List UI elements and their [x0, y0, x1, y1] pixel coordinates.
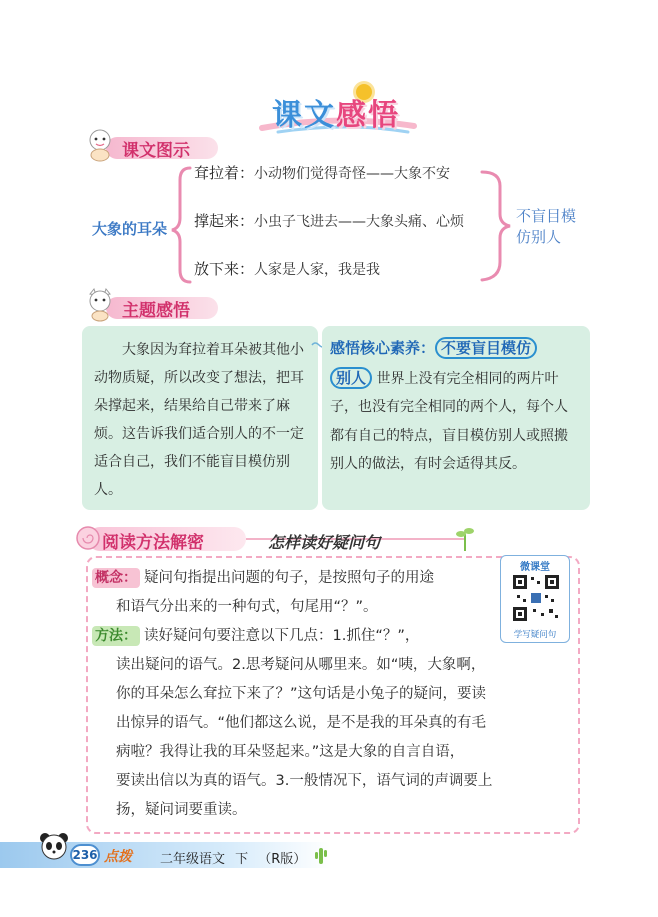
diagram-branch-1-text: 小动物们觉得奇怪——大象不安	[254, 166, 451, 182]
diagram-branch-3-verb: 放下来	[194, 260, 240, 278]
method-text-6: 要读出信以为真的语气。3.一般情况下，语气词的声调要上	[116, 773, 493, 789]
diagram-branch-3-text: 人家是人家，我是我	[254, 262, 381, 278]
section-subtitle-reading: 怎样读好疑问句	[268, 533, 381, 552]
qr-card-caption: 学写疑问句	[513, 630, 557, 640]
method-tag-text: 方法	[95, 628, 123, 644]
micro-lesson-qr-card[interactable]	[500, 555, 570, 643]
diagram-branch-2-verb: 撑起来	[194, 212, 240, 230]
concept-tag-text: 概念	[95, 570, 123, 586]
footer-brand: 点拨	[104, 849, 132, 865]
concept-text-2: 和语气分出来的一种句式，句尾用“？”。	[116, 599, 378, 615]
panda-mascot-icon	[36, 830, 72, 866]
core-literacy-text: 世界上没有完全相同的两片叶子，也没有完全相同的两个人，每个人都有自己的特点，盲目模仿别人或照搬别人的做法，有时会适得其反。	[330, 370, 568, 472]
page-title	[258, 88, 418, 138]
theme-summary-text: 大象因为耷拉着耳朵被其他小动物质疑，所以改变了想法，把耳朵撑起来，结果给自己带来了麻烦。这告诉我们适合别人的不一定适合自己，我们不能盲目模仿别人。	[94, 342, 304, 498]
title-part1: 课文	[272, 98, 336, 133]
diagram-branch-2-text: 小虫子飞进去——大象头痛、心烦	[254, 214, 465, 230]
diagram-branch-1-colon: ：	[239, 164, 255, 182]
method-line-1	[92, 622, 496, 651]
concept-line-1	[92, 564, 494, 593]
diagram-conclusion	[516, 206, 596, 248]
section-label-illustration: 课文图示	[122, 141, 190, 161]
footer-book-info: 二年级语文 下 （R版）	[160, 852, 307, 867]
method-text-3: 你的耳朵怎么耷拉下来了？”这句话是小兔子的疑问，要读	[116, 686, 487, 702]
method-tag: 方法：	[92, 626, 140, 646]
section-label-reading: 阅读方法解密	[102, 533, 204, 553]
snail-mascot-icon	[74, 520, 104, 554]
qr-code-icon[interactable]	[511, 573, 561, 623]
method-text-4: 出惊异的语气。“他们都这么说，是不是我的耳朵真的有毛	[116, 715, 487, 731]
core-literacy-value-b: 别人	[330, 367, 372, 389]
diagram-branch-1-verb: 耷拉着	[194, 164, 240, 182]
cactus-icon	[314, 846, 328, 864]
diagram-conclusion-line1: 不盲目模	[516, 207, 577, 225]
diagram-branch-1	[194, 162, 450, 183]
diagram-branch-2	[194, 210, 464, 231]
concept-text-1: 疑问句指提出问题的句子，是按照句子的用途	[144, 570, 434, 586]
section-header-theme	[82, 292, 222, 320]
diagram-branch-3-colon: ：	[239, 260, 255, 278]
method-text-5: 病啦？我得让我的耳朵竖起来。”这是大象的自言自语，	[116, 744, 465, 760]
method-text-7: 扬，疑问词要重读。	[116, 802, 247, 818]
qr-card-title: 微课堂	[520, 562, 550, 573]
diagram-branch-3	[194, 258, 380, 279]
core-literacy-value-a: 不要盲目模仿	[435, 337, 537, 359]
baby-mascot-icon	[82, 126, 118, 162]
diagram-root-label: 大象的耳朵	[92, 220, 168, 238]
page-number: 236	[70, 844, 100, 866]
section-header-illustration	[82, 132, 222, 160]
theme-summary-box	[82, 326, 318, 510]
section-label-theme: 主题感悟	[122, 301, 190, 321]
cat-mascot-icon	[82, 286, 118, 322]
core-literacy-label: 感悟核心素养：	[330, 339, 436, 357]
method-text-1: 读好疑问句要注意以下几点：1.抓住“？”，	[144, 628, 420, 644]
core-literacy-box	[322, 326, 590, 510]
title-part2: 感悟	[336, 98, 400, 133]
diagram-conclusion-line2: 仿别人	[516, 228, 562, 246]
concept-tag: 概念：	[92, 568, 140, 588]
diagram-branch-2-colon: ：	[239, 212, 255, 230]
plant-icon	[454, 524, 476, 552]
method-text-2: 读出疑问的语气。2.思考疑问从哪里来。如“咦，大象啊，	[116, 657, 486, 673]
